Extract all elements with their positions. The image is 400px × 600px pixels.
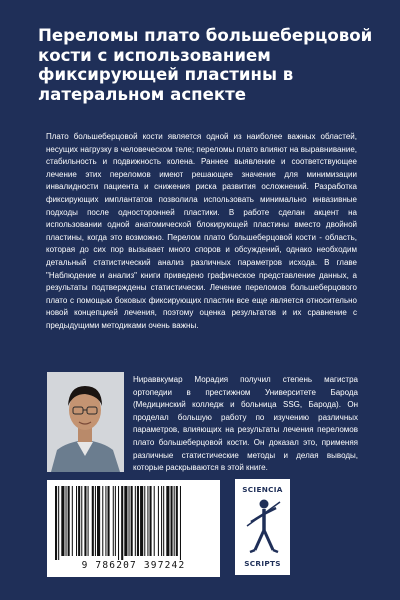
book-description: Плато большеберцовой кости является одной из наиболее важных областей, несущих нагрузку в человеческом теле; переломы плато влияют на выравнивание, стабильность и подвижность колена. Раннее выявление и соответствующее лечение этих переломов имеют решающее значение для минимизации инвалидности пациента и снижения риска развития осложнений. Разработка фиксирующих имплантатов позволила использовать минимально инвазивные подходы после односторонней пластики. В работе сделан акцент на использовании одной анатомической блокирующей пластины вместо двойной пластины, когда это возможно. Перелом плато большеберцовой кости - область, которая до сих пор вызывает много споров и обсуждений, однако необходим детальный статистический анализ различных параметров исхода. В главе "Наблюдение и анализ" книги приведено графическое представление данных, а результаты подтверждены статистически. Лечение переломов большеберцового плато с помощью боковых фиксирующих пластин все еще является относительно новой концепцией лечения, поэтому оценка результатов и их сравнение с предыдущими методиками очень важны. xyxy=(46,132,357,330)
isbn-number: 9 786207 397242 xyxy=(81,560,186,571)
book-title: Переломы плато большеберцовой кости с использованием фиксирующей пластины в латеральном аспекте xyxy=(38,26,373,104)
author-bio: Нираввкумар Морадия получил степень магистра ортопедии в престижном Университете Барода (Медицинский колледж и больница SSG, Барода). Он проделал большую работу по изучению различных параметров, влияющих на результаты лечения переломов плато большеберцовой кости. Он доказал это, применяя различные статистические методы и делая выводы, которые раскрываются в этой книге. xyxy=(133,375,358,473)
scientist-figure-icon xyxy=(245,496,283,558)
publisher-logo xyxy=(235,479,290,575)
publisher-logo-bottom: SCRIPTS xyxy=(244,559,281,568)
isbn-barcode xyxy=(47,480,220,577)
publisher-logo-top: SCIENCIA xyxy=(242,485,283,494)
author-photo xyxy=(47,372,124,472)
